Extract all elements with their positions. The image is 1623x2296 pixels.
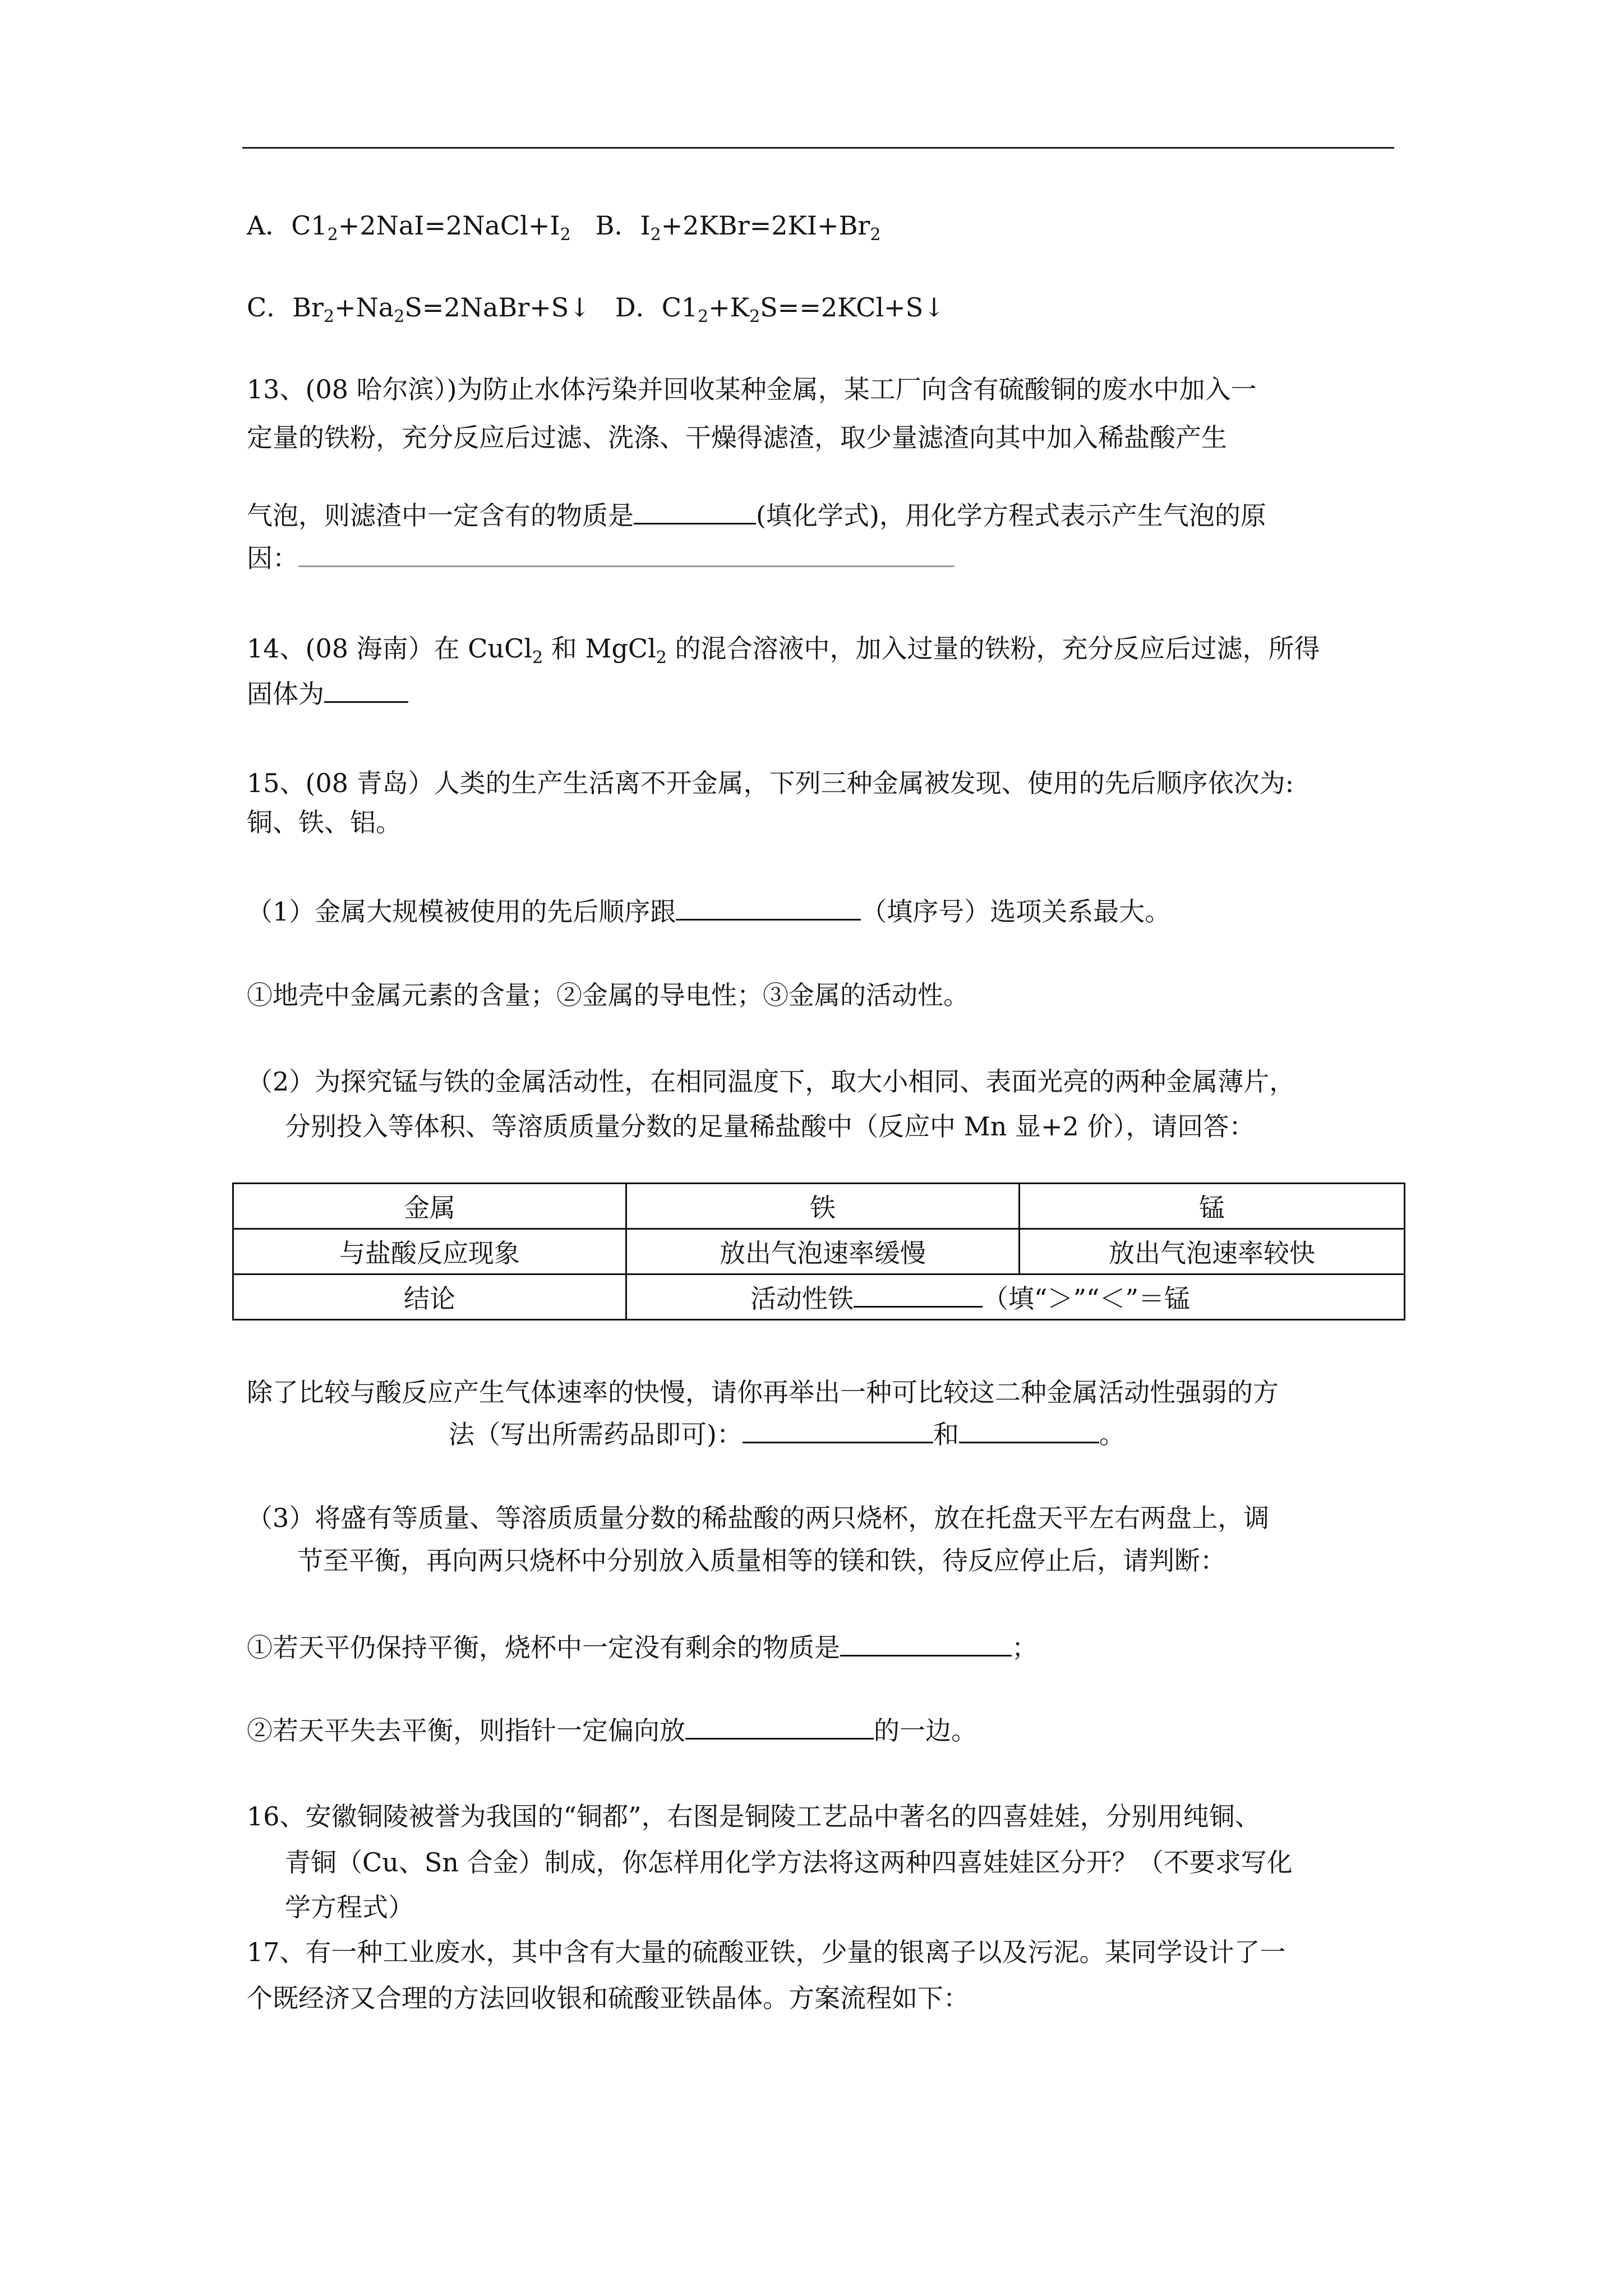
q15-part1: （1）金属大规模被使用的先后顺序跟 （填序号）选项关系最大。 xyxy=(247,894,1170,928)
table-cell-conclusion: 活动性铁 （填“＞”“＜”＝锰 xyxy=(626,1274,1405,1320)
q16-line-1: 16、安徽铜陵被誉为我国的“铜都”，右图是铜陵工艺品中著名的四喜娃娃，分别用纯铜、 xyxy=(247,1801,1261,1832)
q13-line-4: 因： xyxy=(247,541,955,575)
q15-part2-line-2: 分别投入等体积、等溶质质量分数的足量稀盐酸中（反应中 Mn 显+2 价），请回答： xyxy=(285,1111,1255,1142)
q15-line-1: 15、(08 青岛）人类的生产生活离不开金属，下列三种金属被发现、使用的先后顺序依次为: xyxy=(247,768,1294,798)
q15-part3-ii: ②若天平失去平衡，则指针一定偏向放 的一边。 xyxy=(247,1713,977,1747)
q13-blank-reason[interactable] xyxy=(298,541,955,567)
q12-options-ab: A．$C1_2+2NaI=2NaCl+I_2$ B．$I_2+2KBr=2KI+Br_2$ xyxy=(247,210,881,245)
q15-part3-line-2: 节至平衡，再向两只烧杯中分别放入质量相等的镁和铁，待反应停止后，请判断： xyxy=(297,1545,1226,1576)
q15-blank-order[interactable] xyxy=(676,894,861,921)
q13-line-1: 13、(08 哈尔滨）)为防止水体污染并回收某种金属，某工厂向含有硫酸铜的废水中加入一 xyxy=(247,374,1257,404)
q16-line-3: 学方程式） xyxy=(285,1892,414,1922)
q15-part3-line-1: （3）将盛有等质量、等溶质质量分数的稀盐酸的两只烧杯，放在托盘天平左右两盘上，调 xyxy=(247,1503,1270,1533)
table-header-cell: 锰 xyxy=(1020,1184,1405,1229)
table-row xyxy=(233,1229,1405,1274)
q15-part2-line-1: （2）为探究锰与铁的金属活动性，在相同温度下，取大小相同、表面光亮的两种金属薄片， xyxy=(247,1066,1295,1097)
q15-blank-reagent-2[interactable] xyxy=(959,1417,1099,1443)
q16-line-2: 青铜（Cu、Sn 合金）制成，你怎样用化学方法将这两种四喜娃娃区分开？（不要求写化 xyxy=(285,1847,1293,1878)
q14-line-2: 固体为 xyxy=(247,677,408,711)
result-table xyxy=(232,1182,1405,1320)
q15-blank-reagent-1[interactable] xyxy=(743,1417,933,1443)
q15-line-2: 铜、铁、铝。 xyxy=(247,807,402,838)
table-header-cell: 铁 xyxy=(626,1184,1020,1229)
q13-line-2: 定量的铁粉，充分反应后过滤、洗涤、干燥得滤渣，取少量滤渣向其中加入稀盐酸产生 xyxy=(247,422,1227,453)
q15-part3-i: ①若天平仍保持平衡，烧杯中一定没有剩余的物质是 ； xyxy=(247,1630,1038,1664)
q15-method-line-1: 除了比较与酸反应产生气体速率的快慢，请你再举出一种可比较这二种金属活动性强弱的方 xyxy=(247,1377,1279,1407)
q13-blank-substance[interactable] xyxy=(634,498,756,524)
table-cell: 结论 xyxy=(233,1274,626,1320)
q17-line-1: 17、有一种工业废水，其中含有大量的硫酸亚铁，少量的银离子以及污泥。某同学设计了一 xyxy=(247,1937,1286,1967)
q14-line-1: 14、(08 海南）在 CuCl$_2$ 和 MgCl$_2$ 的混合溶液中，加入过量的铁粉，充分反应后过滤，所得 xyxy=(247,633,1320,668)
q15-blank-pointer[interactable] xyxy=(685,1713,874,1740)
q15-blank-no-remain[interactable] xyxy=(840,1630,1012,1657)
table-row xyxy=(233,1274,1405,1320)
table-cell: 放出气泡速率缓慢 xyxy=(626,1229,1020,1274)
q14-blank-solid[interactable] xyxy=(324,677,408,703)
q17-line-2: 个既经济又合理的方法回收银和硫酸亚铁晶体。方案流程如下： xyxy=(247,1983,969,2013)
q15-part1-options: ①地壳中金属元素的含量；②金属的导电性；③金属的活动性。 xyxy=(247,980,969,1010)
table-cell: 与盐酸反应现象 xyxy=(233,1229,626,1274)
q15-blank-activity[interactable] xyxy=(854,1283,983,1308)
header-rule xyxy=(242,147,1394,149)
table-row xyxy=(233,1184,1405,1229)
table-header-cell: 金属 xyxy=(233,1184,626,1229)
q12-options-cd: C．$Br_2+Na_2S=2NaBr+S↓$ D．$C1_2+K_2S==2KCl+S↓$ xyxy=(247,292,945,327)
q13-line-3: 气泡，则滤渣中一定含有的物质是 (填化学式)，用化学方程式表示产生气泡的原 xyxy=(247,498,1266,532)
table-cell: 放出气泡速率较快 xyxy=(1020,1229,1405,1274)
q15-method-line-2: 法（写出所需药品即可)： 和 。 xyxy=(449,1417,1125,1451)
